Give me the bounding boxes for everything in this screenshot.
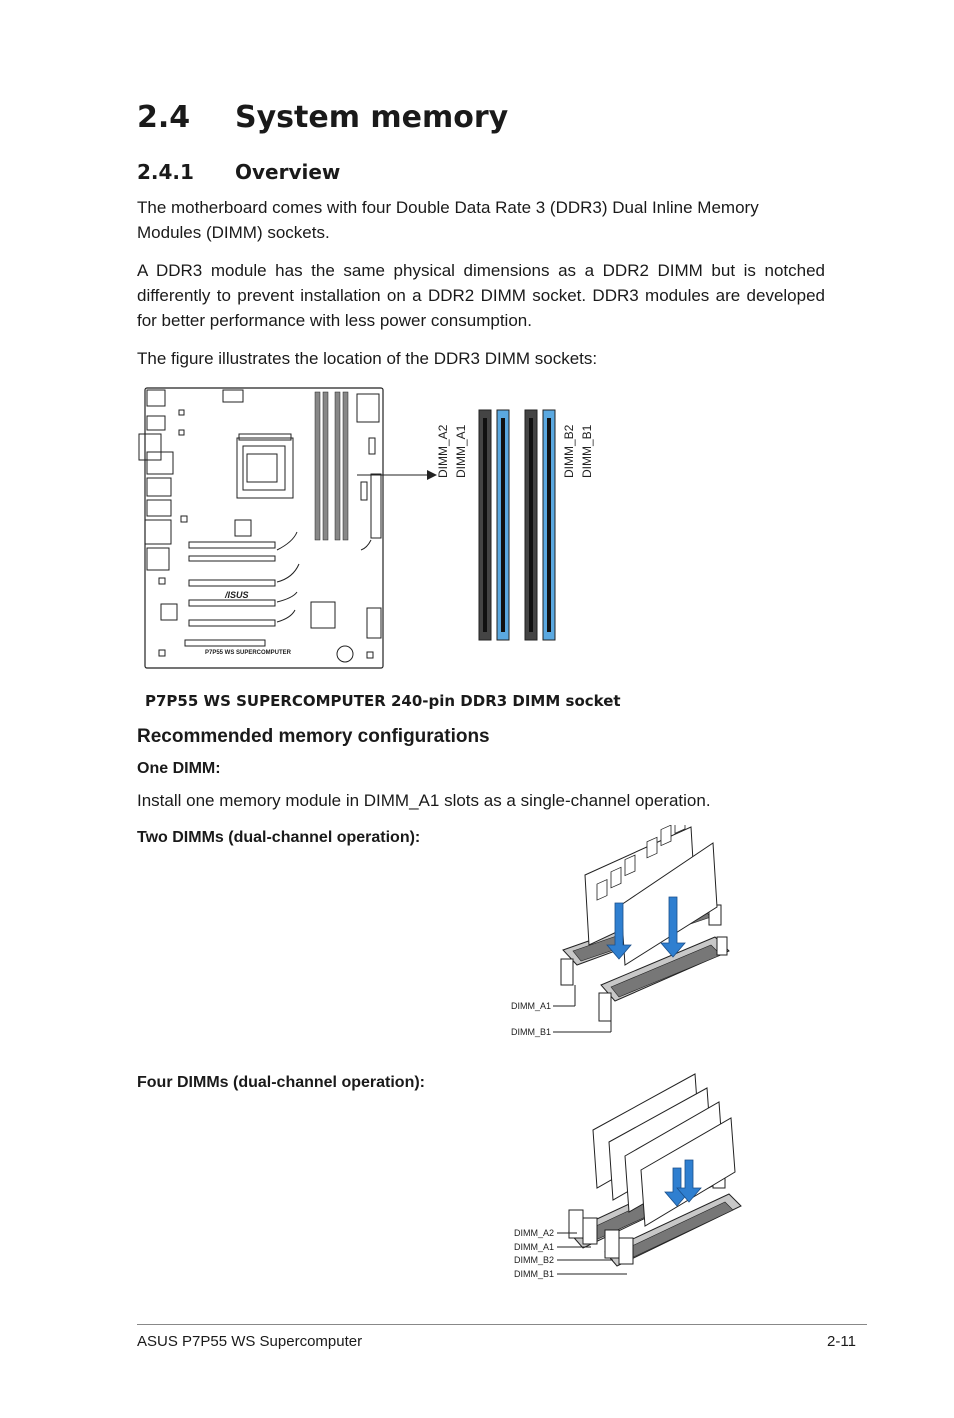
one-dimm-label: One DIMM: xyxy=(137,760,221,777)
paragraph-figure-intro: The figure illustrates the location of the DDR3 DIMM sockets: xyxy=(137,349,598,368)
footer-page-number: 2-11 xyxy=(827,1333,856,1350)
two-dimms-label-a1: DIMM_A1 xyxy=(511,1001,552,1011)
one-dimm-text: Install one memory module in DIMM_A1 slots as a single-channel operation. xyxy=(137,791,711,810)
dimm-slot-b1 xyxy=(543,410,555,640)
four-dimms-diagram xyxy=(505,1072,745,1282)
four-dimms-label-b2: DIMM_B2 xyxy=(514,1255,555,1265)
two-dimms-label: Two DIMMs (dual-channel operation): xyxy=(137,829,421,846)
four-dimms-label: Four DIMMs (dual-channel operation): xyxy=(137,1074,425,1091)
dimm-slot-b2 xyxy=(525,410,537,640)
recommended-heading: Recommended memory configurations xyxy=(137,726,490,747)
board-label: P7P55 WS SUPERCOMPUTER xyxy=(205,650,292,656)
two-dimms-diagram xyxy=(505,825,735,1045)
slot-label-b1: DIMM_B1 xyxy=(580,424,594,478)
dimm-slot-a2 xyxy=(479,410,491,640)
footer-product-name: ASUS P7P55 WS Supercomputer xyxy=(137,1333,363,1350)
two-dimms-label-b1: DIMM_B1 xyxy=(511,1027,552,1037)
motherboard-diagram xyxy=(135,382,625,682)
section-heading xyxy=(137,100,508,135)
four-dimms-label-a2: DIMM_A2 xyxy=(514,1228,555,1238)
four-dimms-label-b1: DIMM_B1 xyxy=(514,1269,555,1279)
four-dimms-label-a1: DIMM_A1 xyxy=(514,1242,555,1252)
dimm-slot-a1 xyxy=(497,410,509,640)
slot-label-b2: DIMM_B2 xyxy=(562,424,576,478)
figure-caption: P7P55 WS SUPERCOMPUTER 240-pin DDR3 DIMM socket xyxy=(145,692,621,710)
subsection-title: Overview xyxy=(235,160,341,184)
section-number: 2.4 xyxy=(137,100,191,135)
paragraph-intro: The motherboard comes with four Double Data Rate 3 (DDR3) Dual Inline Memory Modules (DIMM) sockets. xyxy=(137,198,759,242)
slot-label-a2: DIMM_A2 xyxy=(436,424,450,478)
section-title: System memory xyxy=(235,100,509,135)
brand-logo: /ISUS xyxy=(225,590,249,600)
footer-divider xyxy=(137,1324,867,1325)
subsection-number: 2.4.1 xyxy=(137,160,194,184)
subsection-heading xyxy=(137,160,340,184)
slot-label-a1: DIMM_A1 xyxy=(454,424,468,478)
paragraph-ddr3: A DDR3 module has the same physical dimensions as a DDR2 DIMM but is notched differently to prevent installation on a DDR2 DIMM socket. DDR3 modules are developed for better performance with less power consumption. xyxy=(137,261,825,330)
